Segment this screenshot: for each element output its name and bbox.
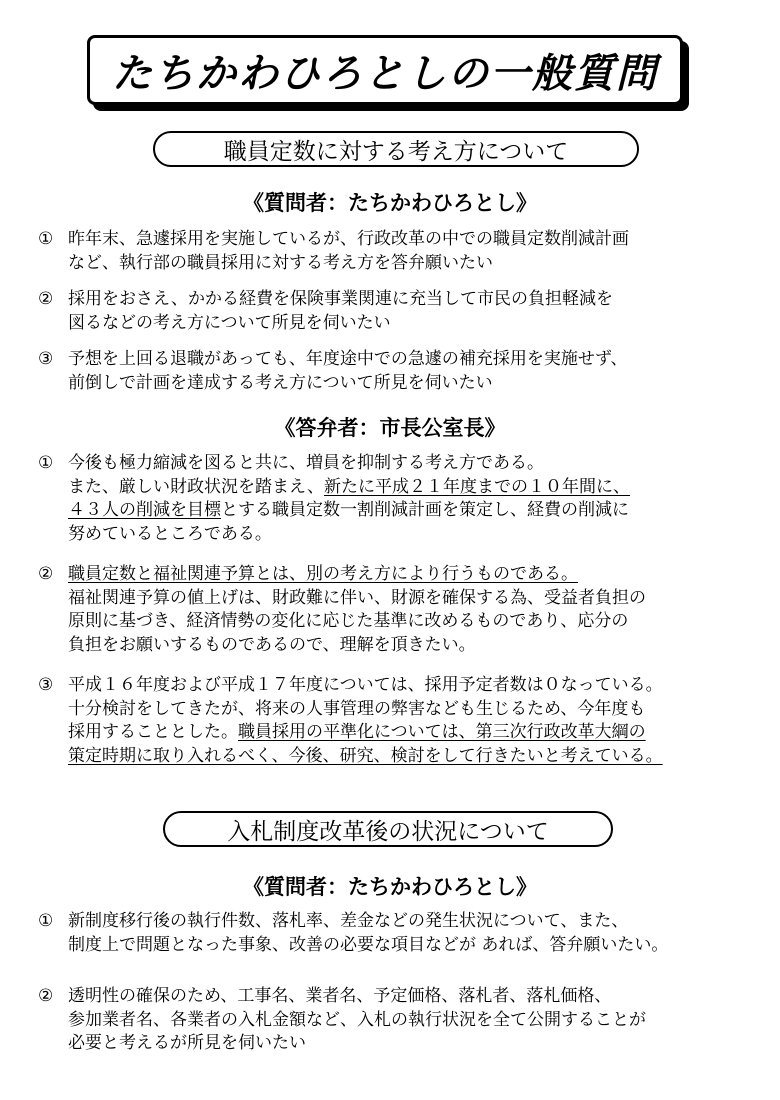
item-mark: ③ [38,675,54,695]
item-mark: ① [38,911,54,931]
item-text-underlined: 新たに平成２１年度までの１０年間に、 [324,476,631,497]
section-heading-staff-quota [153,131,639,167]
item-text: 努めているところである。 [68,523,272,544]
section-heading-text: 入札制度改革後の状況について [227,818,549,845]
item-text: 昨年末、急遽採用を実施しているが、行政改革の中での職員定数削減計画 [68,229,629,249]
question-item [38,910,738,957]
item-text-underlined: 職員定数と福祉関連予算とは、別の考え方により行うものである。 [68,564,578,584]
section-heading-bidding-reform [163,811,613,847]
item-mark: ③ [38,349,54,369]
answer-item [38,452,738,546]
item-text: 図るなどの考え方について所見を伺いたい [68,312,391,333]
item-mark: ② [38,564,54,584]
answerer-heading: 《答弁者：市長公室長》 [274,416,506,440]
item-text: 必要と考えるが所見を伺いたい [68,1033,306,1053]
item-mark: ① [38,453,54,473]
item-text: 十分検討をしてきたが、将来の人事管理の弊害なども生じるため、今年度も [68,698,646,719]
item-mark: ② [38,289,54,309]
item-text-underlined: 策定時期に取り入れるべく、今後、研究、検討をして行きたいと考えている。 [68,745,663,766]
item-text: など、執行部の職員採用に対する考え方を答弁願いたい [68,252,493,273]
question-item [38,348,738,395]
item-text-underlined: 職員採用の平準化については、第三次行政改革大綱の [238,722,646,742]
item-mark: ② [38,986,54,1006]
item-text: 原則に基づき、経済情勢の変化に応じた基準に改めるものであり、応分の [68,611,629,631]
question-item [38,228,738,275]
item-text: 制度上で問題となった事象、改善の必要な項目などが あれば、答弁願いたい。 [68,934,669,955]
item-text: 透明性の確保のため、工事名、業者名、予定価格、落札者、落札価格、 [68,986,612,1006]
question-item [38,288,738,335]
item-text: 予想を上回る退職があっても、年度途中での急遽の補充採用を実施せず、 [68,349,628,369]
item-text-underlined: ４３人の削減を目標 [68,500,221,520]
item-text: 採用をおさえ、かかる経費を保険事業関連に充当して市民の負担軽減を [68,289,614,309]
item-text: 参加業者名、各業者の入札金額など、入札の執行状況を全て公開することが [68,1009,646,1030]
item-text: 前倒しで計画を達成する考え方について所見を伺いたい [68,372,493,393]
item-text: 新制度移行後の執行件数、落札率、差金などの発生状況について、また、 [68,911,629,931]
item-text: 今後も極力縮減を図ると共に、増員を抑制する考え方である。 [68,453,544,473]
answer-item [38,563,738,657]
item-text: とする職員定数一割削減計画を策定し、経費の削減に [221,500,629,520]
page-title: たちかわひろとしの一般質問 [112,50,658,97]
item-mark: ① [38,229,54,249]
questioner-heading: 《質問者：たちかわひろとし》 [243,191,537,215]
item-text: また、厳しい財政状況を踏まえ、 [68,476,325,497]
item-text: 採用することとした。 [68,722,238,742]
answer-item [38,674,738,768]
item-text: 負担をお願いするものであるので、理解を頂きたい。 [68,634,476,655]
question-item [38,985,738,1056]
item-text: 福祉関連予算の値上げは、財政難に伴い、財源を確保する為、受益者負担の [68,587,646,608]
page-title-box [87,35,683,105]
section-heading-text: 職員定数に対する考え方について [223,138,569,165]
item-text: 平成１６年度および平成１７年度については、採用予定者数は０なっている。 [68,675,663,695]
questioner-heading: 《質問者：たちかわひろとし》 [243,875,537,899]
